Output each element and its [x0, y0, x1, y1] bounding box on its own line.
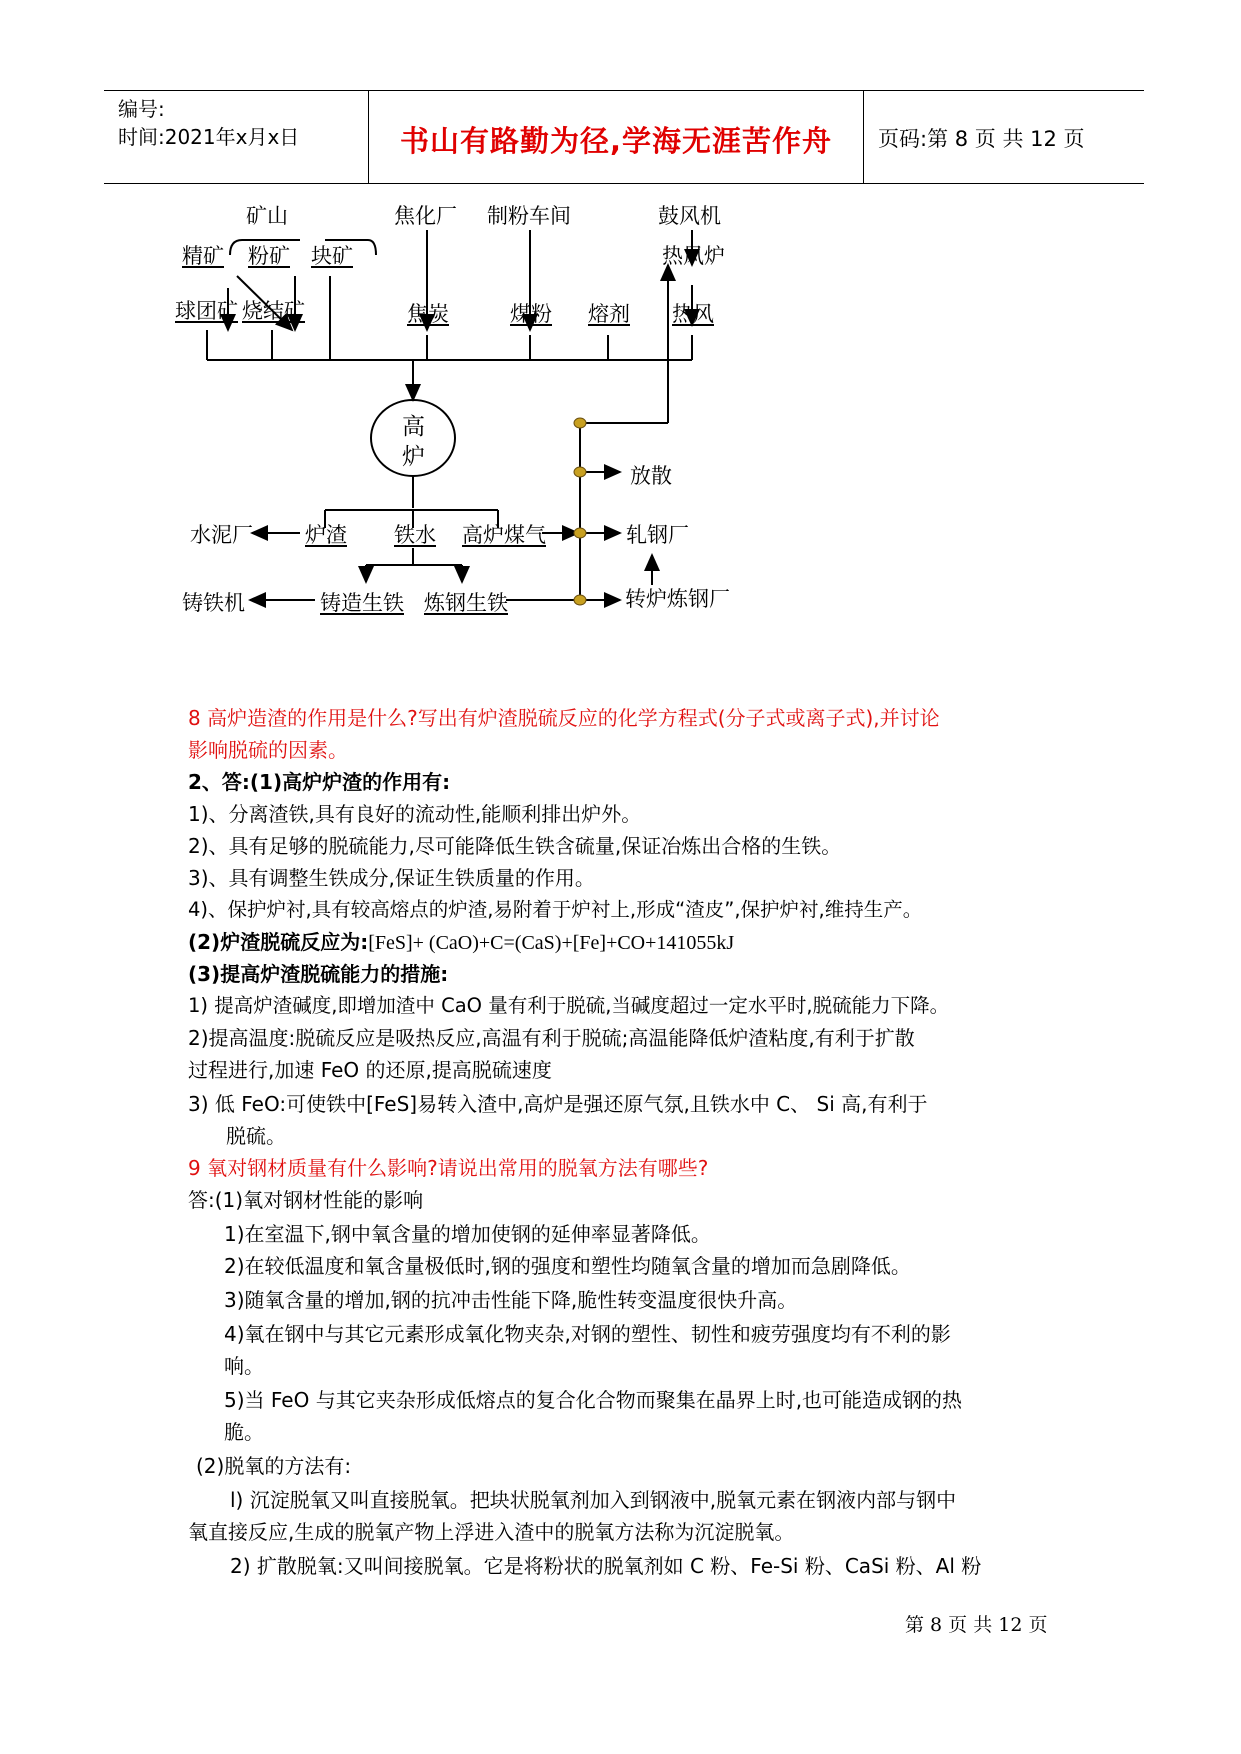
number-label: 编号:	[118, 97, 165, 121]
deoxidation-1-line2: 氧直接反应,生成的脱氧产物上浮进入渣中的脱氧方法称为沉淀脱氧。	[188, 1520, 795, 1544]
answer-item-2: 2)、具有足够的脱硫能力,尽可能降低生铁含硫量,保证冶炼出合格的生铁。	[188, 834, 842, 858]
page-header	[104, 90, 1144, 184]
diagram-lines	[180, 210, 1080, 700]
measure-1: 1) 提高炉渣碱度,即增加渣中 CaO 量有利于脱硫,当碱度超过一定水平时,脱硫能力下降。	[188, 994, 950, 1017]
node-qiutuankuang: 球团矿	[175, 299, 238, 323]
node-jingkuang: 精矿	[182, 244, 224, 268]
answer-item-3: 3)、具有调整生铁成分,保证生铁质量的作用。	[188, 866, 595, 890]
node-rongji: 熔剂	[588, 302, 630, 326]
answer-title: 2、答:(1)高炉炉渣的作用有:	[188, 770, 451, 794]
answer-item-1: 1)、分离渣铁,具有良好的流动性,能顺利排出炉外。	[188, 802, 642, 826]
node-zhuanlu: 转炉炼钢厂	[625, 587, 730, 611]
node-jiaohuachang: 焦化厂	[394, 204, 457, 228]
node-gufengji: 鼓风机	[658, 204, 721, 228]
node-kuaikuang: 块矿	[311, 244, 353, 268]
measure-2-line1: 2)提高温度:脱硫反应是吸热反应,高温有利于脱硫;高温能降低炉渣粘度,有利于扩散	[188, 1026, 915, 1050]
node-zhifen: 制粉车间	[487, 204, 571, 228]
time-label: 时间:2021年x月x日	[118, 125, 300, 149]
header-right-cell	[864, 91, 1144, 183]
node-shuinichang: 水泥厂	[190, 523, 253, 547]
node-gaolumeiqi: 高炉煤气	[462, 523, 546, 547]
node-fangsan: 放散	[630, 464, 672, 488]
node-zhuzaoshengtie: 铸造生铁	[320, 591, 404, 615]
question-8-line1: 8 高炉造渣的作用是什么?写出有炉渣脱硫反应的化学方程式(分子式或离子式),并讨论	[188, 706, 940, 730]
measure-3-line2: 脱硫。	[226, 1124, 286, 1148]
node-zhutieji: 铸铁机	[182, 591, 245, 615]
node-kuangshan: 矿山	[246, 204, 288, 228]
node-liangangshengtie: 炼钢生铁	[424, 591, 508, 615]
node-refeng: 热风	[672, 302, 714, 326]
header-left-cell	[104, 91, 369, 183]
header-middle-cell	[369, 91, 864, 183]
oxygen-effect-2: 2)在较低温度和氧含量极低时,钢的强度和塑性均随氧含量的增加而急剧降低。	[224, 1254, 911, 1278]
motto: 书山有路勤为径,学海无涯苦作舟	[399, 124, 833, 158]
oxygen-effect-4-line2: 响。	[224, 1354, 264, 1378]
measures-title: (3)提高炉渣脱硫能力的措施:	[188, 962, 449, 986]
oxygen-effect-1: 1)在室温下,钢中氧含量的增加使钢的延伸率显著降低。	[224, 1222, 711, 1246]
deoxidation-2-line1: 2) 扩散脱氧:又叫间接脱氧。它是将粉状的脱氧剂如 C 粉、Fe-Si 粉、CaSi 粉、Al 粉	[230, 1554, 982, 1578]
reaction-line	[188, 926, 1058, 959]
page-code: 页码:第 8 页 共 12 页	[878, 127, 1085, 151]
deoxidation-title: (2)脱氧的方法有:	[196, 1454, 352, 1478]
oxygen-effect-5-line2: 脆。	[224, 1420, 264, 1444]
blast-furnace-flow-diagram	[175, 204, 1080, 700]
answer-item-4: 4)、保护炉衬,具有较高熔点的炉渣,易附着于炉衬上,形成“渣皮”,保护炉衬,维持生产。	[188, 898, 923, 921]
node-shaojiekuang: 烧结矿	[242, 299, 305, 323]
oxygen-effect-5-line1: 5)当 FeO 与其它夹杂形成低熔点的复合化合物而聚集在晶界上时,也可能造成钢的热	[224, 1388, 963, 1412]
question-9: 9 氧对钢材质量有什么影响?请说出常用的脱氧方法有哪些?	[188, 1156, 709, 1180]
node-gaolu-1: 高	[402, 414, 425, 440]
node-gaolu-2: 炉	[402, 444, 425, 470]
page-footer: 第 8 页 共 12 页	[905, 1614, 1048, 1636]
deoxidation-1-line1: l) 沉淀脱氧又叫直接脱氧。把块状脱氧剂加入到钢液中,脱氧元素在钢液内部与钢中	[230, 1488, 957, 1512]
reaction-equation: [FeS]+ (CaO)+C=(CaS)+[Fe]+CO+141055kJ	[368, 932, 735, 954]
node-tieshui: 铁水	[394, 523, 436, 547]
node-zhagangchang: 轧钢厂	[626, 523, 689, 547]
question-8-line2: 影响脱硫的因素。	[188, 738, 348, 762]
node-luzha: 炉渣	[305, 523, 347, 547]
node-fenkuang: 粉矿	[248, 244, 290, 268]
node-meifen: 煤粉	[510, 302, 552, 326]
node-jiaotan: 焦炭	[407, 302, 449, 326]
answer-9-title: 答:(1)氧对钢材性能的影响	[188, 1188, 424, 1212]
measure-3-line1: 3) 低 FeO:可使铁中[FeS]易转入渣中,高炉是强还原气氛,且铁水中 C、 Si 高,有利于	[188, 1092, 928, 1116]
reaction-label: (2)炉渣脱硫反应为:	[188, 930, 369, 954]
node-refenglu: 热风炉	[662, 244, 725, 268]
oxygen-effect-3: 3)随氧含量的增加,钢的抗冲击性能下降,脆性转变温度很快升高。	[224, 1288, 798, 1312]
oxygen-effect-4-line1: 4)氧在钢中与其它元素形成氧化物夹杂,对钢的塑性、韧性和疲劳强度均有不利的影	[224, 1322, 951, 1346]
measure-2-line2: 过程进行,加速 FeO 的还原,提高脱硫速度	[188, 1058, 552, 1082]
